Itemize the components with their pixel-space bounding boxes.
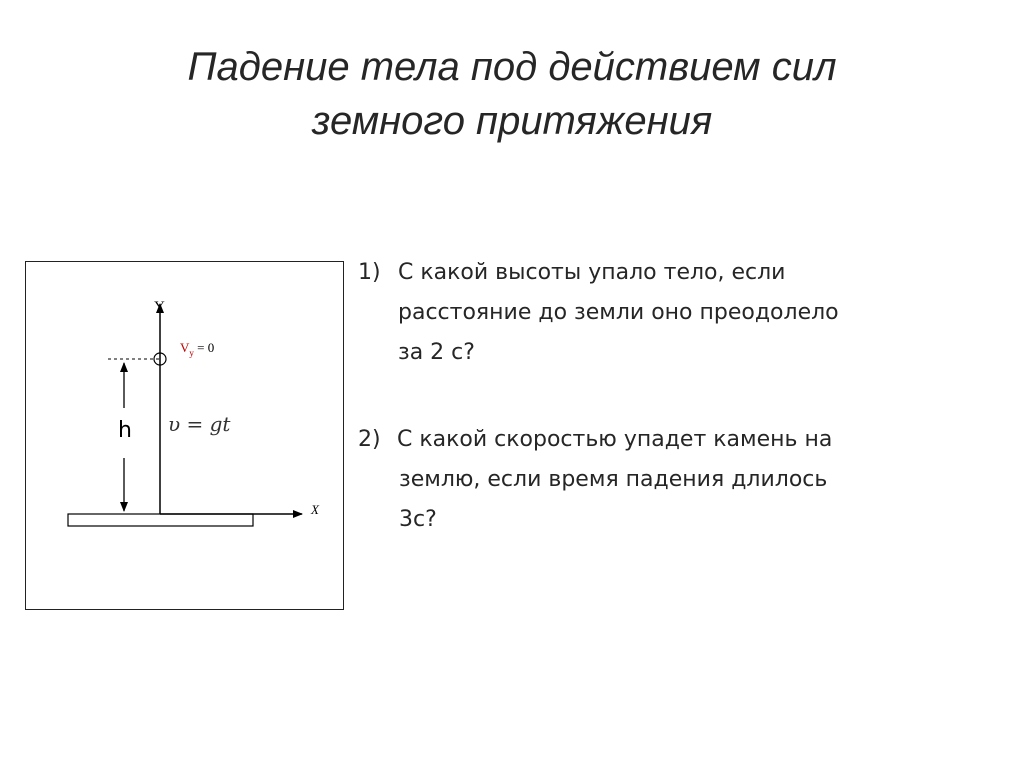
free-fall-diagram xyxy=(25,261,344,610)
title-line-2: земного притяжения xyxy=(311,99,713,143)
slide-title xyxy=(0,40,1024,148)
x-axis-label: X xyxy=(311,502,319,517)
question-2-line-1: С какой скоростью упадет камень на xyxy=(397,427,833,452)
question-1 xyxy=(358,253,839,373)
question-2 xyxy=(358,420,832,540)
question-1-number: 1) xyxy=(358,260,381,285)
y-axis-label: Y xyxy=(154,299,165,315)
question-2-number: 2) xyxy=(358,427,381,452)
vy-zero-label: $V_y = 0$ xyxy=(180,340,215,358)
diagram-canvas xyxy=(26,262,345,611)
ground-plate xyxy=(68,514,253,526)
height-label: h xyxy=(118,418,132,443)
question-1-line-2: расстояние до земли оно преодолело xyxy=(398,300,839,325)
title-line-1: Падение тела под действием сил xyxy=(187,45,837,89)
question-1-line-3: за 2 с? xyxy=(398,340,475,365)
question-2-line-2: землю, если время падения длилось xyxy=(399,467,828,492)
question-1-line-1: С какой высоты упало тело, если xyxy=(398,260,786,285)
velocity-formula: υ = gt xyxy=(168,412,231,436)
question-2-line-3: 3с? xyxy=(399,507,437,532)
